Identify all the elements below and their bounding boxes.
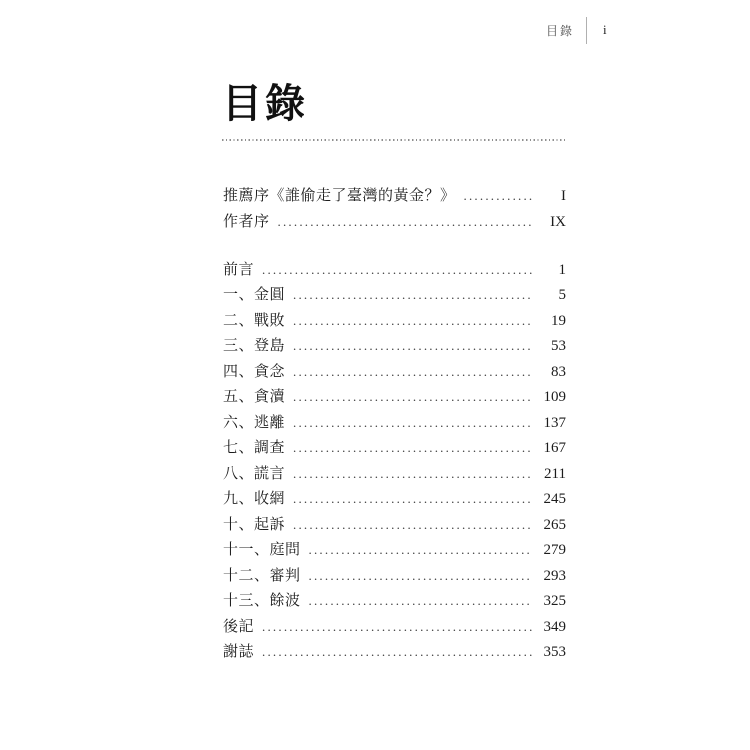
toc-entry [223,461,566,487]
toc-dot-leader [293,333,532,359]
running-head [546,16,607,44]
toc-entry [223,410,566,436]
toc-dot-leader [309,588,532,614]
toc-entry-label: 八、謊言 [223,465,286,482]
toc-entry-label: 一、金圓 [223,287,286,303]
toc-dot-leader [464,183,532,209]
toc-entry-page: 279 [543,542,566,558]
toc-dot-leader [262,639,532,665]
title-divider [222,139,565,141]
toc-entry [223,333,566,359]
toc-entry-page: 5 [558,287,566,303]
toc-entry-page: 353 [543,644,566,660]
toc-entry-label: 二、戰敗 [223,312,286,329]
toc-section-gap [223,234,566,257]
toc-entry-label: 十二、審判 [223,567,301,584]
toc-entry-page: 265 [543,516,566,533]
toc-entry-page: 109 [543,389,566,405]
toc-dot-leader [293,512,532,538]
toc-dot-leader [293,461,532,487]
toc-entry-page: 19 [551,312,566,329]
toc-entry [223,512,566,538]
toc-dot-leader [293,308,532,334]
toc-entry-page: 53 [551,338,566,354]
toc-entry [223,282,566,308]
toc-entry-page: 167 [543,440,566,456]
toc-entry [223,308,566,334]
toc-entry-label: 三、登島 [223,338,286,354]
toc-entry [223,435,566,461]
toc-dot-leader [293,282,532,308]
toc-entry-page: 211 [544,465,566,482]
toc-entry [223,183,566,209]
toc-entry-page: 349 [543,618,566,635]
running-head-section-label: 目錄 [546,23,575,38]
toc-dot-leader [293,384,532,410]
toc-entry-label: 十三、餘波 [223,593,301,609]
toc-entry-label: 作者序 [223,213,270,230]
toc-dot-leader [293,410,532,436]
toc-entry-page: 325 [543,593,566,609]
toc-entry [223,384,566,410]
toc-entry-label: 五、貪瀆 [223,389,286,405]
toc-entry [223,209,566,235]
toc-dot-leader [293,435,532,461]
toc-entry-label: 前言 [223,261,255,278]
toc-entry [223,537,566,563]
running-head-page-number: i [603,22,607,37]
toc-entry [223,486,566,512]
toc-entry-label: 十一、庭問 [223,542,301,558]
running-head-divider [586,17,587,44]
toc-entry [223,359,566,385]
toc-entry-label: 後記 [223,618,255,635]
toc-entry-page: 1 [558,261,566,278]
toc-entry [223,257,566,283]
toc-entry-label: 十、起訴 [223,516,286,533]
toc-entry [223,639,566,665]
toc-dot-leader [278,209,532,235]
toc-entry-page: 293 [543,567,566,584]
toc-dot-leader [293,359,532,385]
toc-entry-page: 83 [551,363,566,380]
toc-entry-label: 四、貪念 [223,363,286,380]
toc-dot-leader [262,257,532,283]
toc-entry-label: 推薦序《誰偷走了臺灣的黃金？》 [223,188,456,204]
toc-dot-leader [262,614,532,640]
toc-entry [223,588,566,614]
toc-entry-label: 九、收網 [223,491,286,507]
toc-entry-page: IX [550,213,566,230]
toc-entry [223,563,566,589]
toc-list [223,183,566,665]
toc-entry [223,614,566,640]
page-title: 目錄 [222,82,308,126]
toc-entry-page: I [561,188,566,204]
toc-dot-leader [293,486,532,512]
toc-dot-leader [309,563,532,589]
toc-entry-page: 137 [543,414,566,431]
toc-entry-label: 七、調查 [223,440,286,456]
toc-entry-page: 245 [543,491,566,507]
toc-entry-label: 六、逃離 [223,414,286,431]
toc-entry-label: 謝誌 [223,644,255,660]
toc-dot-leader [309,537,532,563]
